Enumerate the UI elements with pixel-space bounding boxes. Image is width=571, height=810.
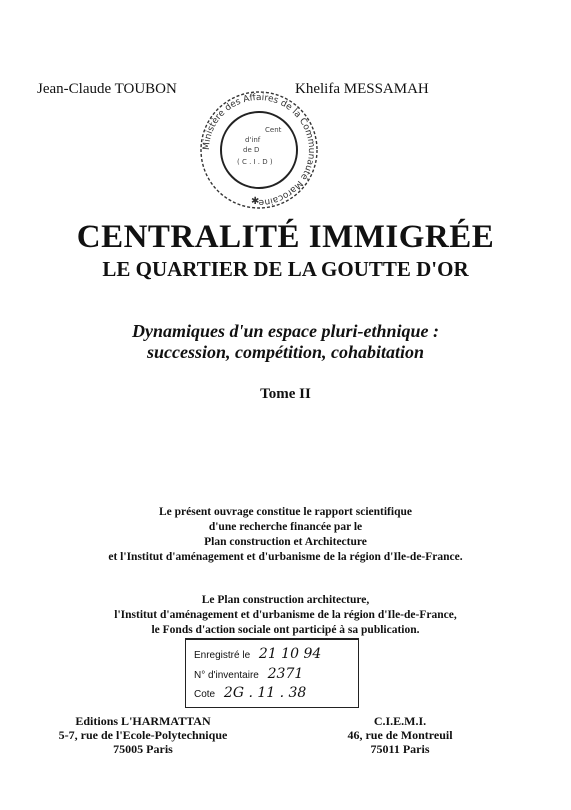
report-line: d'une recherche financée par le	[208, 521, 363, 533]
stamp-center-line-4: ( C . I . D )	[237, 158, 273, 166]
stamp-row-inventory	[194, 666, 303, 682]
cote-label: Cote	[194, 689, 216, 700]
sponsor-line: le Fonds d'action sociale ont participé à sa publication.	[151, 624, 420, 636]
report-line: Plan construction et Architecture	[204, 536, 367, 548]
stamp-row-registered	[194, 646, 321, 662]
stamp-center-line-2: d'inf	[245, 136, 261, 144]
inventory-stamp	[185, 638, 359, 708]
stamp-seal-icon	[189, 86, 329, 214]
publisher-right-line: 75011 Paris	[370, 742, 430, 756]
subtitle-line-1: Dynamiques d'un espace pluri-ethnique :	[131, 321, 440, 341]
cote-value: 2G . 11 . 38	[223, 685, 307, 701]
report-line: et l'Institut d'aménagement et d'urbanisme de la région d'Ile-de-France.	[108, 551, 463, 563]
publisher-left-line: 75005 Paris	[113, 742, 173, 756]
registered-value: 21 10 94	[258, 646, 322, 662]
registered-label: Enregistré le	[194, 650, 251, 661]
book-title: CENTRALITÉ IMMIGRÉE	[76, 219, 495, 255]
publisher-left	[28, 714, 258, 756]
sponsor-line: Le Plan construction architecture,	[201, 594, 370, 606]
sponsor-statement	[0, 593, 571, 638]
subtitle-line-2: succession, compétition, cohabitation	[146, 342, 424, 362]
volume-label: Tome II	[260, 386, 311, 402]
stamp-center-line-3: de D	[243, 146, 260, 154]
publisher-right-line: C.I.E.M.I.	[373, 714, 427, 728]
author-right: Khelifa MESSAMAH	[295, 81, 429, 97]
inventory-value: 2371	[267, 666, 304, 682]
author-left: Jean-Claude TOUBON	[37, 81, 177, 97]
library-round-stamp	[189, 86, 329, 214]
report-line: Le présent ouvrage constitue le rapport scientifique	[159, 506, 412, 518]
stamp-center-line-1: Cent	[265, 126, 282, 134]
publisher-left-line: Editions L'HARMATTAN	[75, 714, 211, 728]
stamp-ring-text: Ministère des Affaires de la Communauté Marocaine	[201, 92, 317, 208]
publisher-right	[315, 714, 485, 756]
stamp-row-cote	[194, 685, 306, 701]
stamp-star-icon: ✱	[251, 196, 260, 207]
book-subtitle: LE QUARTIER DE LA GOUTTE D'OR	[102, 257, 469, 281]
publisher-right-line: 46, rue de Montreuil	[347, 728, 453, 742]
publisher-left-line: 5-7, rue de l'Ecole-Polytechnique	[58, 728, 228, 742]
inventory-label: N° d'inventaire	[194, 670, 259, 681]
report-statement	[0, 505, 571, 565]
sponsor-line: l'Institut d'aménagement et d'urbanisme de la région d'Ile-de-France,	[114, 609, 457, 621]
